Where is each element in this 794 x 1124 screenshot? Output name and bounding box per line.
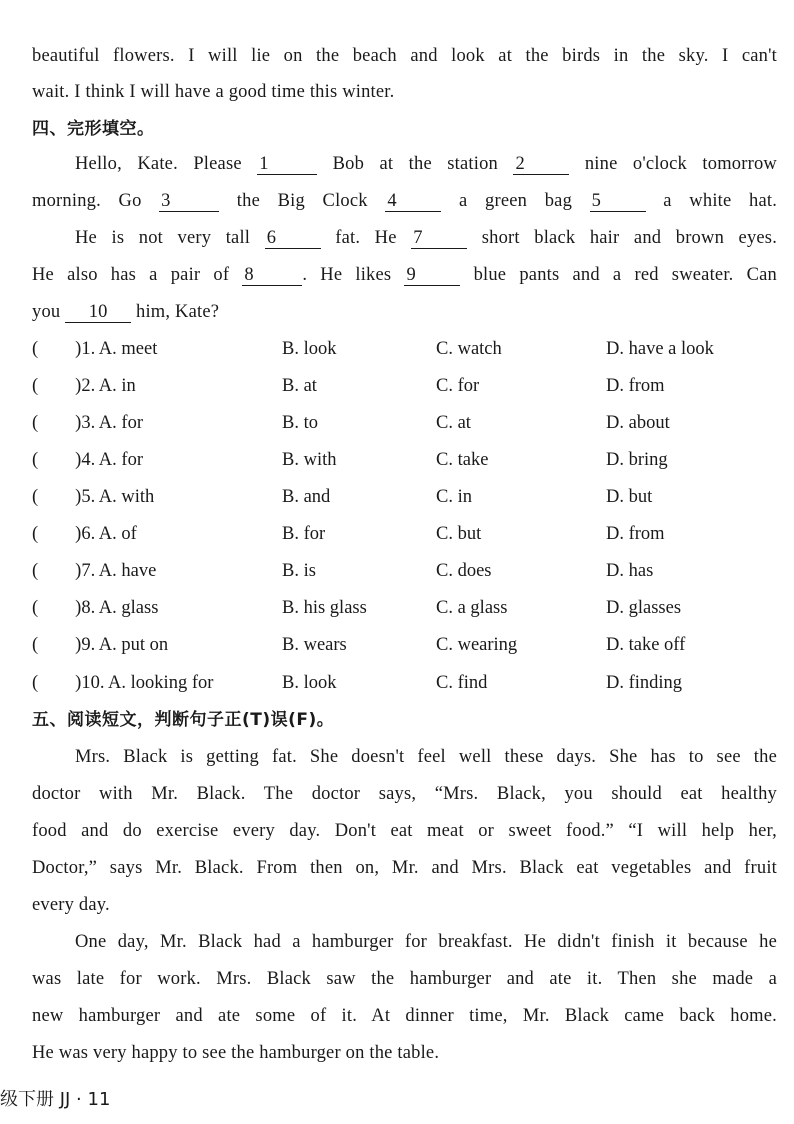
blank-7[interactable]: 7 (411, 228, 467, 249)
page-footer: 级下册 JJ · 11 (0, 1089, 111, 1110)
cloze-line: Hello, Kate. Please 1 Bob at the station 2 nine o'clock tomorrow (75, 154, 777, 174)
question-3-option-b: B. to (282, 413, 318, 433)
question-4-option-d: D. bring (606, 450, 668, 470)
question-6-option-c: C. but (436, 524, 482, 544)
cloze-line: He also has a pair of 8 . He likes 9 blue pants and a red sweater. Can (32, 265, 778, 285)
question-2-stem: ( )2. A. in (32, 376, 136, 396)
blank-4[interactable]: 4 (385, 191, 441, 212)
question-9-stem: ( )9. A. put on (32, 635, 169, 655)
question-6-option-b: B. for (282, 524, 326, 544)
question-3-option-c: C. at (436, 413, 471, 433)
question-5-stem: ( )5. A. with (32, 487, 155, 507)
question-6-option-d: D. from (606, 524, 665, 544)
question-3-stem: ( )3. A. for (32, 413, 143, 433)
question-8-option-c: C. a glass (436, 598, 508, 618)
reading-line: Mrs. Black is getting fat. She doesn't feel well these days. She has to see the (75, 747, 777, 767)
question-7-option-b: B. is (282, 561, 316, 581)
blank-5[interactable]: 5 (590, 191, 646, 212)
reading-line: was late for work. Mrs. Black saw the hamburger and ate it. Then she made a (32, 969, 777, 989)
question-7-option-c: C. does (436, 561, 492, 581)
question-10-option-b: B. look (282, 673, 337, 693)
question-5-option-b: B. and (282, 487, 331, 507)
question-2-option-b: B. at (282, 376, 317, 396)
question-1-option-c: C. watch (436, 339, 502, 359)
cloze-line: you 10 him, Kate? (32, 302, 220, 322)
question-10-stem: ( )10. A. looking for (32, 673, 214, 693)
question-9-option-d: D. take off (606, 635, 686, 655)
reading-line: new hamburger and ate some of it. At dinner time, Mr. Black came back home. (32, 1006, 777, 1026)
reading-line: doctor with Mr. Black. The doctor says, “Mrs. Black, you should eat healthy (32, 784, 777, 804)
question-8-option-d: D. glasses (606, 598, 682, 618)
section-heading-reading: 五、阅读短文，判断句子正(T)误(F)。 (32, 710, 335, 730)
question-4-option-b: B. with (282, 450, 337, 470)
reading-line: One day, Mr. Black had a hamburger for breakfast. He didn't finish it because he (75, 932, 777, 952)
blank-10[interactable]: 10 (65, 302, 131, 323)
question-8-option-b: B. his glass (282, 598, 367, 618)
question-7-stem: ( )7. A. have (32, 561, 157, 581)
question-7-option-d: D. has (606, 561, 654, 581)
question-2-option-d: D. from (606, 376, 665, 396)
question-10-option-d: D. finding (606, 673, 683, 693)
question-8-stem: ( )8. A. glass (32, 598, 159, 618)
cloze-line: He is not very tall 6 fat. He 7 short black hair and brown eyes. (75, 228, 778, 248)
reading-line: He was very happy to see the hamburger on the table. (32, 1043, 440, 1063)
section-heading-cloze: 四、完形填空。 (32, 119, 155, 139)
question-2-option-c: C. for (436, 376, 480, 396)
blank-3[interactable]: 3 (159, 191, 219, 212)
question-4-stem: ( )4. A. for (32, 450, 143, 470)
reading-line: food and do exercise every day. Don't eat meat or sweet food.” “I will help her, (32, 821, 777, 841)
reading-line: Doctor,” says Mr. Black. From then on, Mr. and Mrs. Black eat vegetables and fruit (32, 858, 777, 878)
reading-line: every day. (32, 895, 110, 915)
question-1-option-b: B. look (282, 339, 337, 359)
question-1-stem: ( )1. A. meet (32, 339, 158, 359)
question-3-option-d: D. about (606, 413, 670, 433)
question-6-stem: ( )6. A. of (32, 524, 137, 544)
cloze-line: morning. Go 3 the Big Clock 4 a green bag 5 a white hat. (32, 191, 778, 211)
question-9-option-b: B. wears (282, 635, 347, 655)
blank-8[interactable]: 8 (242, 265, 302, 286)
blank-2[interactable]: 2 (513, 154, 569, 175)
blank-9[interactable]: 9 (404, 265, 460, 286)
blank-6[interactable]: 6 (265, 228, 321, 249)
question-4-option-c: C. take (436, 450, 489, 470)
question-10-option-c: C. find (436, 673, 488, 693)
blank-1[interactable]: 1 (257, 154, 317, 175)
question-5-option-c: C. in (436, 487, 472, 507)
question-5-option-d: D. but (606, 487, 653, 507)
question-9-option-c: C. wearing (436, 635, 518, 655)
question-1-option-d: D. have a look (606, 339, 714, 359)
passage-line: wait. I think I will have a good time this winter. (32, 82, 395, 102)
passage-line: beautiful flowers. I will lie on the beach and look at the birds in the sky. I can't (32, 46, 777, 66)
